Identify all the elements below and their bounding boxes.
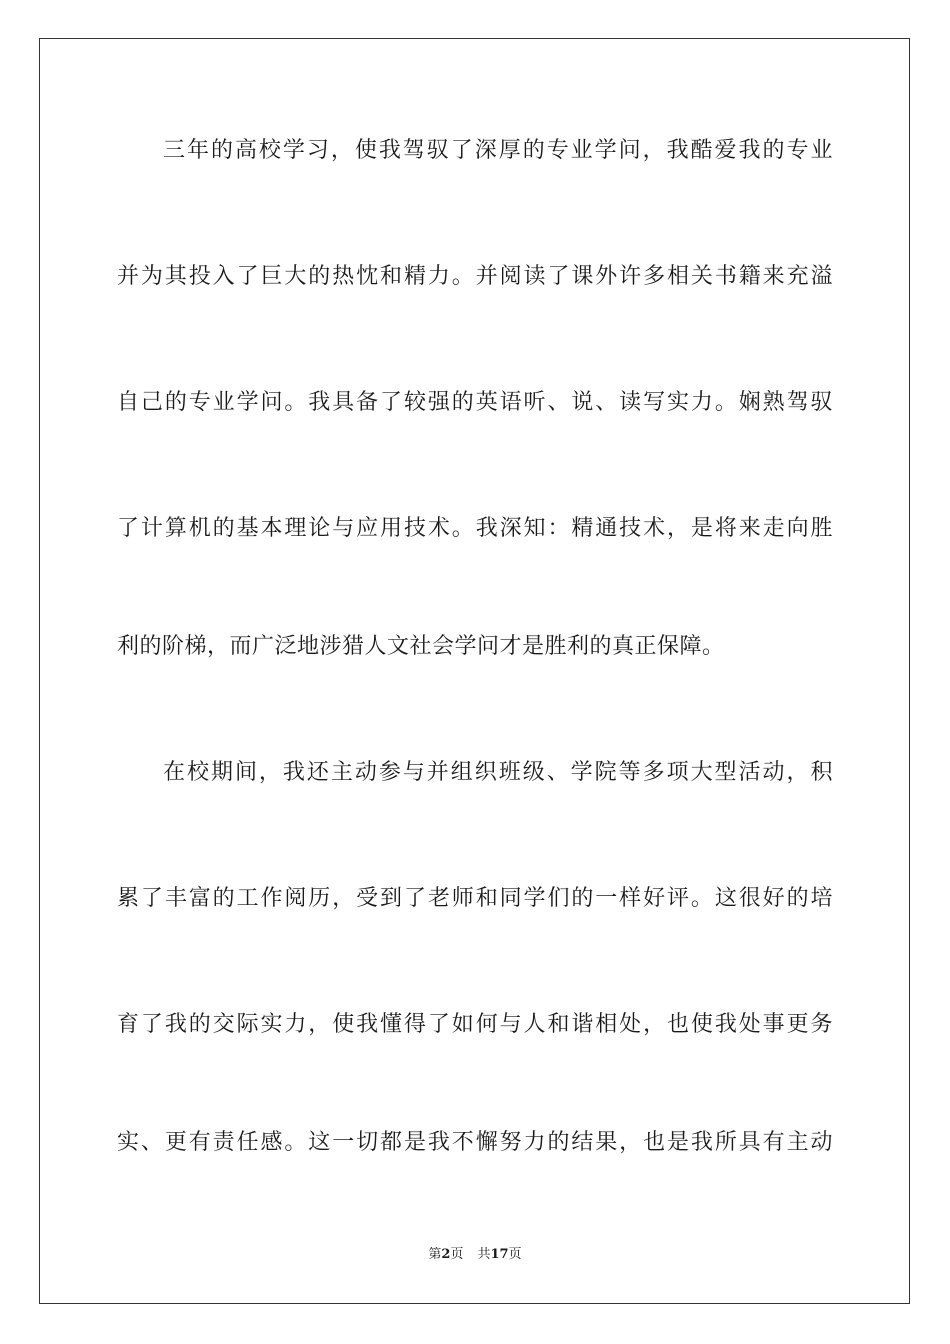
text-line: 并为其投入了巨大的热忱和精力。并阅读了课外许多相关书籍来充溢 [117, 264, 833, 289]
total-label-suffix: 页 [508, 1247, 522, 1262]
total-pages: 17 [490, 1247, 509, 1262]
text-line: 实、更有责任感。这一切都是我不懈努力的结果，也是我所具有主动 [117, 1130, 833, 1155]
text-line: 自己的专业学问。我具备了较强的英语听、说、读写实力。娴熟驾驭 [117, 390, 833, 415]
text-line: 三年的高校学习，使我驾驭了深厚的专业学问，我酷爱我的专业 [163, 138, 833, 163]
text-line: 育了我的交际实力，使我懂得了如何与人和谐相处，也使我处事更务 [117, 1012, 833, 1037]
total-label-prefix: 共 [477, 1247, 491, 1262]
text-line: 了计算机的基本理论与应用技术。我深知：精通技术，是将来走向胜 [117, 516, 833, 541]
page-border [39, 38, 910, 1304]
page-label-prefix: 第 [428, 1247, 442, 1262]
text-line: 累了丰富的工作阅历，受到了老师和同学们的一样好评。这很好的培 [117, 886, 833, 911]
text-line: 在校期间，我还主动参与并组织班级、学院等多项大型活动，积 [163, 760, 833, 785]
page-number: 2 [441, 1247, 451, 1262]
text-line: 利的阶梯，而广泛地涉猎人文社会学问才是胜利的真正保障。 [117, 634, 725, 659]
page-label-suffix: 页 [450, 1247, 464, 1262]
page-footer [0, 1246, 950, 1264]
